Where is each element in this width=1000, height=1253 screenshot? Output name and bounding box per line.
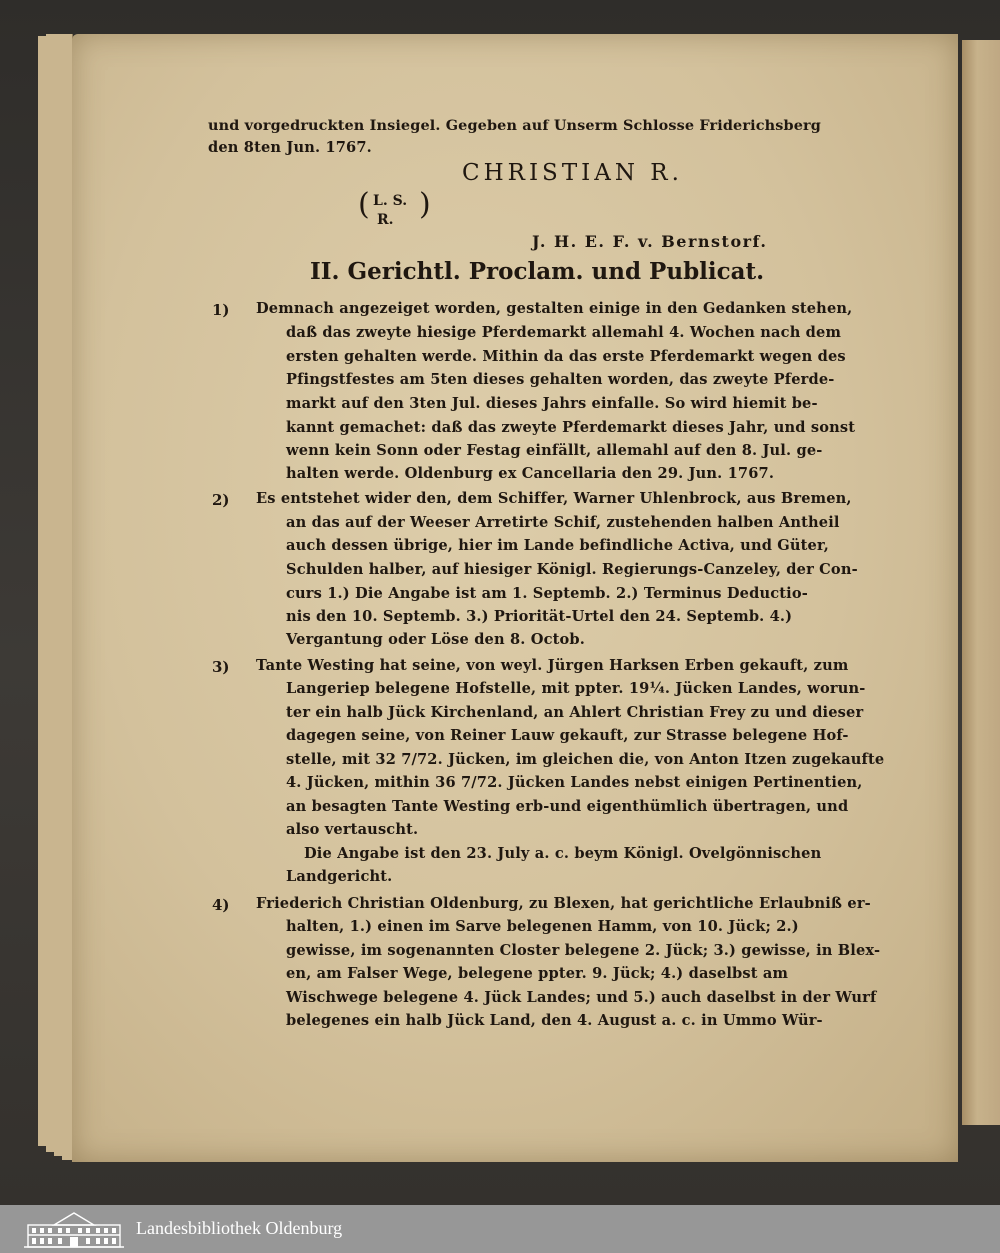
entry-line: halten, 1.) einen im Sarve belegenen Hamm, von 10. Jück; 2.) xyxy=(286,918,799,935)
entry-line: also vertauscht. xyxy=(286,821,419,838)
entry-line: en, am Falser Wege, belegene ppter. 9. Jück; 4.) daselbst am xyxy=(286,965,789,982)
entry-line: 4. Jücken, mithin 36 7/72. Jücken Landes nebst einigen Pertinentien, xyxy=(286,774,863,791)
entry-line: wenn kein Sonn oder Festag einfällt, allemahl auf den 8. Jul. ge- xyxy=(286,442,823,459)
entry-line: an das auf der Weeser Arretirte Schif, zustehenden halben Antheil xyxy=(286,514,840,531)
entry-line: Friederich Christian Oldenburg, zu Blexen, hat gerichtliche Erlaubniß er- xyxy=(256,895,871,912)
entry-number: 4) xyxy=(212,896,230,914)
entry-line: auch dessen übrige, hier im Lande befindliche Activa, und Güter, xyxy=(286,537,829,554)
entry-line: ersten gehalten werde. Mithin da das erste Pferdemarkt wegen des xyxy=(286,348,846,365)
entry-line: Pfingstfestes am 5ten dieses gehalten worden, das zweyte Pferde- xyxy=(286,371,835,388)
entry-line: Tante Westing hat seine, von weyl. Jürgen Harksen Erben gekauft, zum xyxy=(256,657,849,674)
library-name: Landesbibliothek Oldenburg xyxy=(136,1218,343,1238)
seal-open-paren: ( xyxy=(358,187,370,222)
library-building-logo xyxy=(22,1209,126,1249)
entry-line: Langeriep belegene Hofstelle, mit ppter. 19¼. Jücken Landes, worun- xyxy=(286,680,866,697)
entry-number: 1) xyxy=(212,301,230,319)
king-signature: CHRISTIAN R. xyxy=(462,160,683,186)
seal-top: L. S. xyxy=(373,193,408,209)
book-page xyxy=(72,34,958,1162)
entry-line: halten werde. Oldenburg ex Cancellaria den 29. Jun. 1767. xyxy=(286,465,775,482)
entry-line: Schulden halber, auf hiesiger Königl. Regierungs-Canzeley, der Con- xyxy=(286,561,858,578)
header-line-1: und vorgedruckten Insiegel. Gegeben auf Unserm Schlosse Friderichsberg xyxy=(208,117,821,134)
entry-line: Die Angabe ist den 23. July a. c. beym Königl. Ovelgönnischen xyxy=(304,845,822,862)
section-title: II. Gerichtl. Proclam. und Publicat. xyxy=(310,258,765,285)
entry-line: ter ein halb Jück Kirchenland, an Ahlert Christian Frey zu und dieser xyxy=(286,704,864,721)
entry-line: belegenes ein halb Jück Land, den 4. August a. c. in Ummo Wür- xyxy=(286,1012,823,1029)
entry-number: 3) xyxy=(212,658,230,676)
entry-line: Wischwege belegene 4. Jück Landes; und 5.) auch daselbst in der Wurf xyxy=(286,989,877,1006)
seal-close-paren: ) xyxy=(419,187,431,222)
entry-line: an besagten Tante Westing erb-und eigenthümlich übertragen, und xyxy=(286,798,849,815)
entry-line: curs 1.) Die Angabe ist am 1. Septemb. 2.) Terminus Deductio- xyxy=(286,585,808,602)
header-line-2: den 8ten Jun. 1767. xyxy=(208,139,372,156)
entry-line: markt auf den 3ten Jul. dieses Jahrs einfalle. So wird hiemit be- xyxy=(286,395,818,412)
facing-page-edge xyxy=(962,40,1000,1125)
entry-line: nis den 10. Septemb. 3.) Priorität-Urtel den 24. Septemb. 4.) xyxy=(286,608,793,625)
minister-signature: J. H. E. F. v. Bernstorf. xyxy=(532,232,768,251)
entry-line: dagegen seine, von Reiner Lauw gekauft, zur Strasse belegene Hof- xyxy=(286,727,849,744)
entry-line: kannt gemachet: daß das zweyte Pferdemarkt dieses Jahr, und sonst xyxy=(286,419,856,436)
footer-bar xyxy=(0,1205,1000,1253)
seal-bottom: R. xyxy=(377,212,394,228)
entry-line: Vergantung oder Löse den 8. Octob. xyxy=(286,631,585,648)
entry-line: Demnach angezeiget worden, gestalten einige in den Gedanken stehen, xyxy=(256,300,853,317)
entry-line: Es entstehet wider den, dem Schiffer, Warner Uhlenbrock, aus Bremen, xyxy=(256,490,852,507)
entry-line: daß das zweyte hiesige Pferdemarkt allemahl 4. Wochen nach dem xyxy=(286,324,842,341)
entry-line: gewisse, im sogenannten Closter belegene 2. Jück; 3.) gewisse, in Blex- xyxy=(286,942,881,959)
entry-line: stelle, mit 32 7/72. Jücken, im gleichen die, von Anton Itzen zugekaufte xyxy=(286,751,885,768)
entry-line: Landgericht. xyxy=(286,868,393,885)
entry-number: 2) xyxy=(212,491,230,509)
